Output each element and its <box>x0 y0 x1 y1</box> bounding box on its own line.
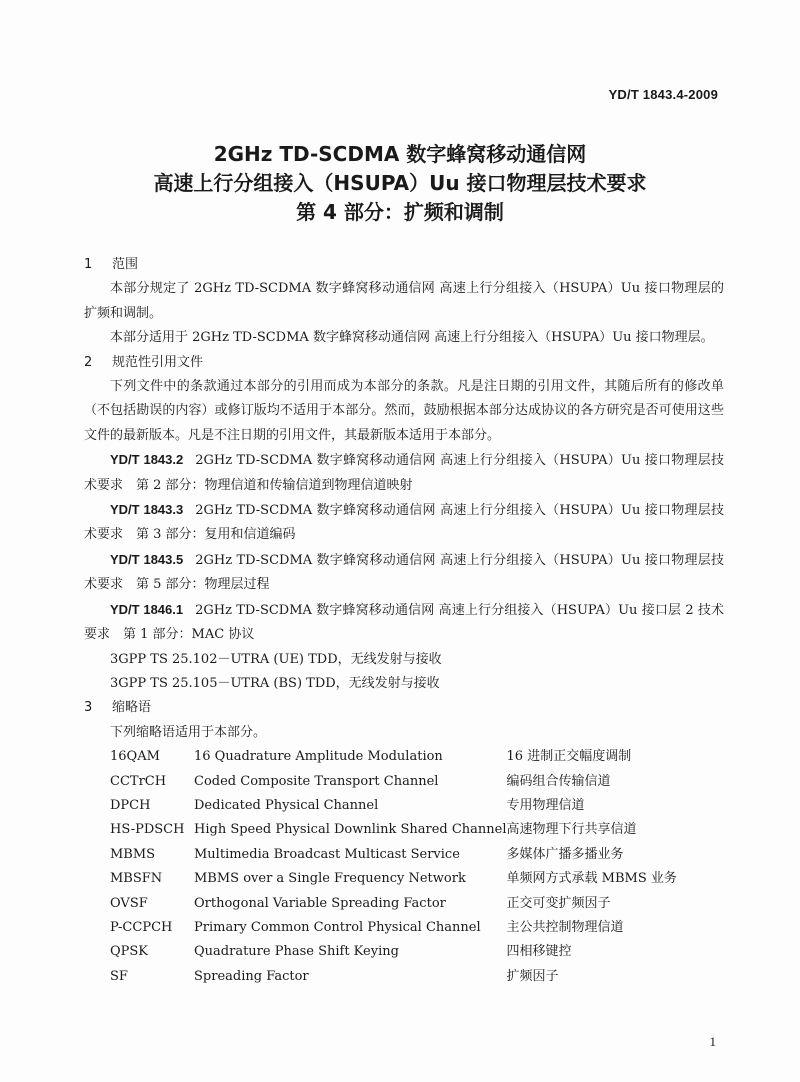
abbreviations-intro: 下列缩略语适用于本部分。 <box>110 724 267 740</box>
chinese-term: 正交可变扩频因子 <box>506 895 611 911</box>
english-term: Primary Common Control Physical Channel <box>194 919 481 935</box>
reference-code: YD/T 1843.3 <box>110 502 184 518</box>
table-row <box>110 745 677 769</box>
chinese-term: 16 进制正交幅度调制 <box>506 749 632 765</box>
reference-item <box>84 498 724 548</box>
table-row <box>110 818 677 842</box>
table-row <box>110 867 677 891</box>
english-term: Coded Composite Transport Channel <box>194 773 439 789</box>
section-title: 缩略语 <box>112 700 152 716</box>
reference-text: 2GHz TD-SCDMA 数字蜂窝移动通信网 高速上行分组接入（HSUPA）Uu 接口物理层技术要求 第 2 部分：物理信道和传输信道到物理信道映射 <box>84 453 724 493</box>
reference-text: 2GHz TD-SCDMA 数字蜂窝移动通信网 高速上行分组接入（HSUPA）Uu 接口物理层技术要求 第 3 部分：复用和信道编码 <box>84 503 724 543</box>
references-intro: 下列文件中的条款通过本部分的引用而成为本部分的条款。凡是注日期的引用文件，其随后所有的修改单（不包括勘误的内容）或修订版均不适用于本部分。然而，鼓励根据本部分达成协议的各方研究是否可使用这些文件的最新版本。凡是不注日期的引用文件，其最新版本适用于本部分。 <box>84 379 724 443</box>
document-body <box>84 253 724 989</box>
english-term: Multimedia Broadcast Multicast Service <box>194 846 460 862</box>
chinese-term: 扩频因子 <box>506 968 559 984</box>
english-term: MBMS over a Single Frequency Network <box>194 871 466 887</box>
scope-paragraph-2: 本部分适用于 2GHz TD-SCDMA 数字蜂窝移动通信网 高速上行分组接入（HSUPA）Uu 接口物理层。 <box>110 330 714 346</box>
title-line-2: 高速上行分组接入（HSUPA）Uu 接口物理层技术要求 <box>153 171 647 195</box>
chinese-term: 高速物理下行共享信道 <box>506 822 637 838</box>
section-number: 2 <box>84 354 93 370</box>
table-row <box>110 843 677 867</box>
section-title: 范围 <box>112 257 139 272</box>
chinese-term: 专用物理信道 <box>506 797 585 813</box>
chinese-term: 单频网方式承载 MBMS 业务 <box>506 871 677 887</box>
english-term: Dedicated Physical Channel <box>194 797 379 813</box>
chinese-term: 四相移键控 <box>506 944 572 960</box>
title-line-3: 第 4 部分：扩频和调制 <box>296 200 504 224</box>
document-title <box>0 140 800 227</box>
title-line-1: 2GHz TD-SCDMA 数字蜂窝移动通信网 <box>213 142 587 166</box>
reference-code: YD/T 1843.2 <box>110 452 184 468</box>
english-term: 16 Quadrature Amplitude Modulation <box>194 749 443 765</box>
english-term: Spreading Factor <box>194 968 309 984</box>
reference-text: 2GHz TD-SCDMA 数字蜂窝移动通信网 高速上行分组接入（HSUPA）Uu 接口物理层技术要求 第 5 部分：物理层过程 <box>84 552 724 593</box>
section-3-heading <box>84 696 724 720</box>
abbreviation: SF <box>110 968 128 984</box>
table-row <box>110 916 677 940</box>
table-row <box>110 965 677 989</box>
chinese-term: 编码组合传输信道 <box>506 773 611 789</box>
abbreviation: MBSFN <box>110 871 163 887</box>
abbreviation: CCTrCH <box>110 773 167 789</box>
table-row <box>110 892 677 916</box>
reference-text: 2GHz TD-SCDMA 数字蜂窝移动通信网 高速上行分组接入（HSUPA）Uu 接口层 2 技术要求 第 1 部分：MAC 协议 <box>84 602 724 643</box>
abbreviation: P-CCPCH <box>110 919 173 935</box>
section-1-heading <box>84 253 724 277</box>
reference-item <box>84 448 724 498</box>
section-2-heading <box>84 351 724 375</box>
abbreviation: OVSF <box>110 895 148 911</box>
spec-reference-2: 3GPP TS 25.105－UTRA (BS) TDD，无线发射与接收 <box>110 675 440 691</box>
reference-code: YD/T 1843.5 <box>110 551 184 567</box>
table-row <box>110 940 677 964</box>
english-term: High Speed Physical Downlink Shared Channel <box>194 822 507 838</box>
spec-reference-1: 3GPP TS 25.102－UTRA (UE) TDD，无线发射与接收 <box>110 651 442 667</box>
chinese-term: 主公共控制物理信道 <box>506 919 624 935</box>
standard-code: YD/T 1843.4-2009 <box>608 87 718 102</box>
reference-code: YD/T 1846.1 <box>110 601 184 617</box>
section-number: 3 <box>84 700 93 716</box>
page-number: 1 <box>709 1034 716 1049</box>
scope-paragraph-1: 本部分规定了 2GHz TD-SCDMA 数字蜂窝移动通信网 高速上行分组接入（HSUPA）Uu 接口物理层的扩频和调制。 <box>84 281 724 321</box>
abbreviation: 16QAM <box>110 749 160 765</box>
english-term: Quadrature Phase Shift Keying <box>194 944 399 960</box>
chinese-term: 多媒体广播多播业务 <box>506 846 624 862</box>
reference-item <box>84 548 724 598</box>
section-number: 1 <box>84 257 93 272</box>
table-row <box>110 794 677 818</box>
english-term: Orthogonal Variable Spreading Factor <box>194 895 446 911</box>
abbreviations-table <box>110 745 677 989</box>
abbreviation: MBMS <box>110 846 156 862</box>
abbreviation: QPSK <box>110 944 149 960</box>
reference-item <box>84 598 724 648</box>
table-row <box>110 770 677 794</box>
abbreviation: DPCH <box>110 797 151 813</box>
abbreviation: HS-PDSCH <box>110 822 185 838</box>
section-title: 规范性引用文件 <box>112 354 204 370</box>
